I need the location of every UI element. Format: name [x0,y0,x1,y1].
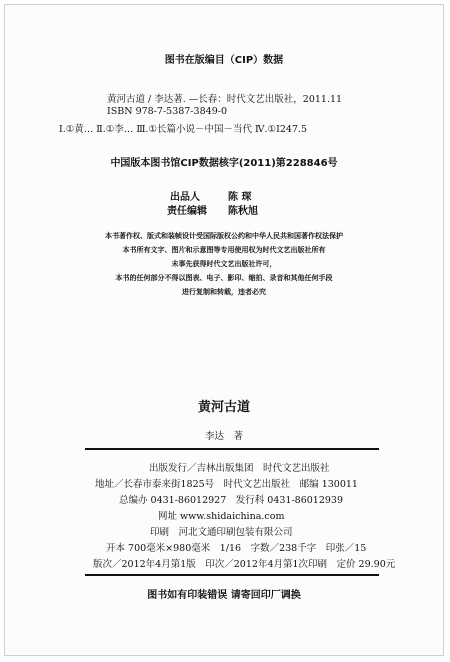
cip-isbn: ISBN 978-7-5387-3849-0 [107,106,227,117]
imprint-phones: 总编办 0431-86012927 发行科 0431-86012939 [119,495,344,506]
imprint-top-rule [85,448,379,450]
copyright-page [4,4,444,656]
imprint-website: 网址 www.shidaichina.com [158,511,285,522]
editor-label: 责任编辑 [167,206,207,217]
imprint-printer: 印刷 河北文通印刷包装有限公司 [150,527,293,538]
copyright-line: 未事先获得时代文艺出版社许可， [171,260,277,268]
publisher-label: 出品人 [170,192,200,203]
cip-heading: 图书在版编目（CIP）数据 [164,55,284,66]
copyright-line: 进行复制和转载，违者必究 [182,288,266,296]
copyright-line: 本书的任何部分不得以图表、电子、影印、缩拍、录音和其他任何手段 [115,274,333,282]
copyright-line: 本书所有文字、图片和示意图等专用使用权为时代文艺出版社所有 [122,246,326,254]
print-error-notice: 图书如有印装错误 请寄回印厂调换 [147,590,301,601]
imprint-publisher: 出版发行／吉林出版集团 时代文艺出版社 [149,463,330,474]
copyright-line: 本书著作权、版式和装帧设计受国际版权公约和中华人民共和国著作权法保护 [105,232,343,240]
editor-name: 陈秋旭 [228,206,258,217]
imprint-bottom-rule [85,574,379,576]
publisher-name: 陈 琛 [228,192,252,203]
cip-record-number: 中国版本图书馆CIP数据核字(2011)第228846号 [110,158,338,169]
book-title: 黄河古道 [197,400,250,415]
cip-classification: Ⅰ.①黄… Ⅱ.①李… Ⅲ.①长篇小说－中国－当代 Ⅳ.①I247.5 [59,124,308,135]
imprint-edition: 版次／2012年4月第1版 印次／2012年4月第1次印刷 定价 29.90元 [93,559,396,570]
book-author: 李达 著 [204,431,243,442]
imprint-format: 开本 700毫米×980毫米 1/16 字数／238千字 印张／15 [106,543,367,554]
cip-line-title: 黄河古道 / 李达著. —长春：时代文艺出版社，2011.11 [107,94,343,105]
imprint-address: 地址／长春市泰来街1825号 时代文艺出版社 邮编 130011 [95,479,358,490]
